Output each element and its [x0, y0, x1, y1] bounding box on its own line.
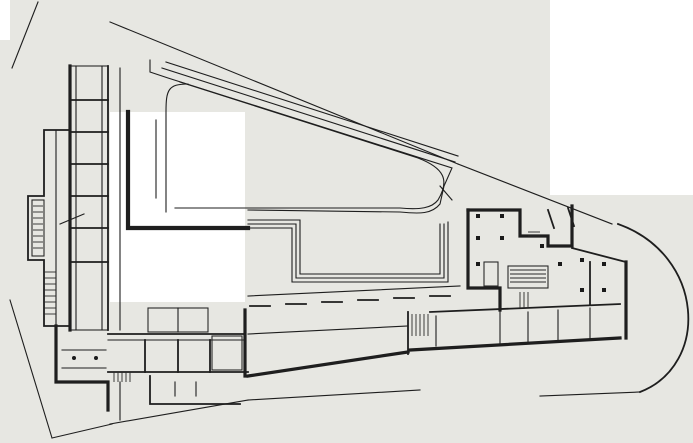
- blank-paper-patch: [110, 112, 245, 302]
